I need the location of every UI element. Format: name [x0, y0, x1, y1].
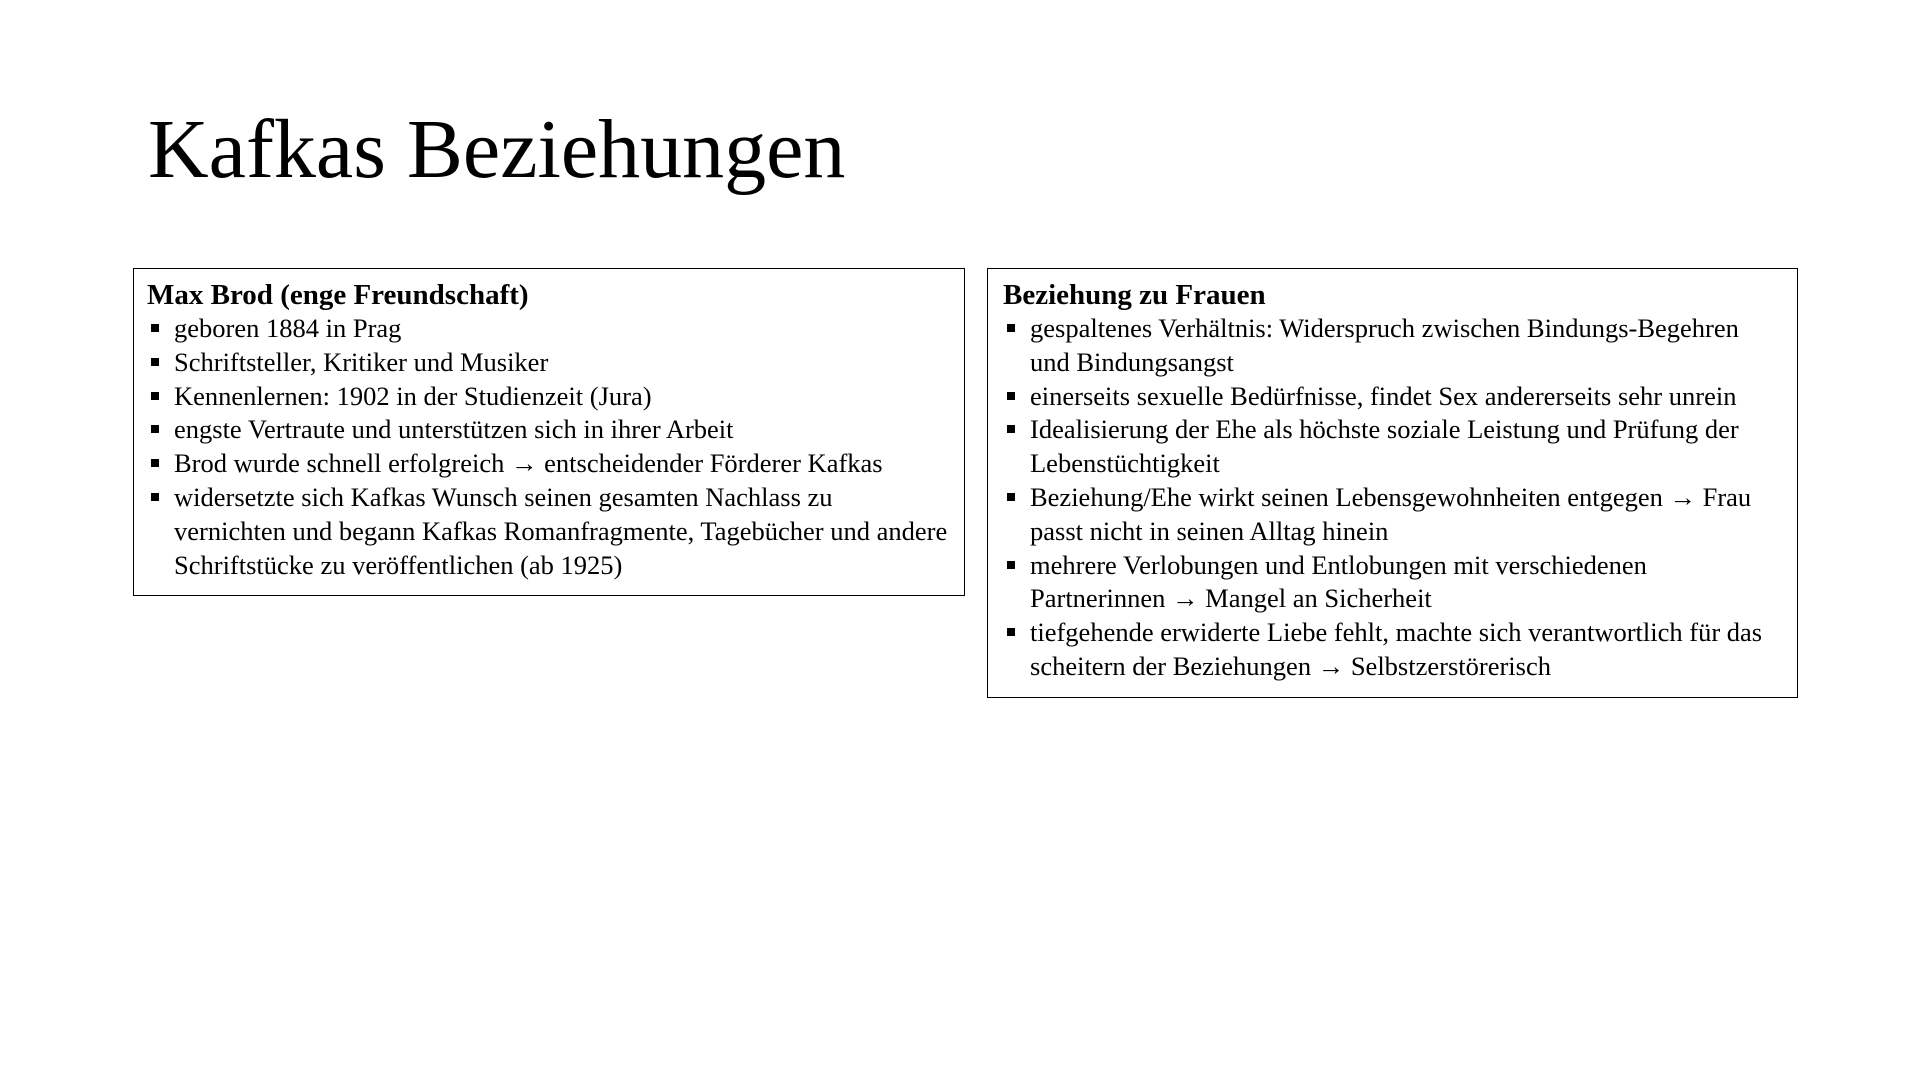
bullet-square-icon	[151, 324, 159, 332]
bullet-square-icon	[151, 459, 159, 467]
max-brod-list	[147, 312, 950, 582]
max-brod-box	[133, 268, 965, 596]
bullet-square-icon	[151, 493, 159, 501]
list-item	[147, 481, 950, 582]
list-item	[147, 346, 950, 380]
list-item	[1003, 481, 1783, 549]
list-item-text: tiefgehende erwiderte Liebe fehlt, machte sich verantwortlich für das scheitern der Beziehungen → Selbstzerstörerisch	[1030, 617, 1763, 681]
list-item-text: Beziehung/Ehe wirkt seinen Lebensgewohnheiten entgegen → Frau passt nicht in seinen Alltag hinein	[1030, 481, 1752, 546]
bullet-square-icon	[1007, 493, 1015, 501]
list-item	[147, 447, 950, 481]
bullet-square-icon	[1007, 425, 1015, 433]
list-item-text: widersetzte sich Kafkas Wunsch seinen gesamten Nachlass zu vernichten und begann Kafkas Romanfragmente, Tagebücher und andere Schriftstücke zu veröffentlichen (ab 1925)	[174, 481, 948, 580]
max-brod-heading: Max Brod (enge Freundschaft)	[147, 279, 529, 311]
bullet-square-icon	[1007, 324, 1015, 332]
list-item-text: geboren 1884 in Prag	[174, 313, 402, 343]
list-item-text: Brod wurde schnell erfolgreich → entscheidender Förderer Kafkas	[174, 448, 883, 479]
slide-title: Kafkas Beziehungen	[148, 103, 846, 196]
list-item	[1003, 616, 1783, 684]
list-item-text: Idealisierung der Ehe als höchste soziale Leistung und Prüfung der Lebenstüchtigkeit	[1030, 414, 1739, 479]
women-relations-list	[1003, 312, 1783, 684]
bullet-square-icon	[1007, 628, 1015, 636]
list-item	[147, 380, 950, 414]
list-item	[1003, 549, 1783, 617]
list-item-text: mehrere Verlobungen und Entlobungen mit verschiedenen Partnerinnen → Mangel an Sicherheit	[1030, 549, 1647, 614]
bullet-square-icon	[1007, 561, 1015, 569]
list-item-text: engste Vertraute und unterstützen sich in ihrer Arbeit	[174, 414, 734, 445]
list-item	[1003, 380, 1783, 414]
list-item-text: Schriftsteller, Kritiker und Musiker	[174, 346, 549, 377]
list-item-text: einerseits sexuelle Bedürfnisse, findet Sex andererseits sehr unrein	[1030, 380, 1737, 411]
bullet-square-icon	[151, 392, 159, 400]
list-item-text: gespaltenes Verhältnis: Widerspruch zwischen Bindungs-Begehren und Bindungsangst	[1030, 313, 1739, 377]
list-item	[147, 312, 950, 346]
list-item	[1003, 413, 1783, 481]
women-relations-box	[987, 268, 1798, 698]
women-relations-heading: Beziehung zu Frauen	[1003, 279, 1266, 311]
list-item	[147, 413, 950, 447]
bullet-square-icon	[151, 358, 159, 366]
bullet-square-icon	[151, 425, 159, 433]
bullet-square-icon	[1007, 392, 1015, 400]
list-item	[1003, 312, 1783, 380]
list-item-text: Kennenlernen: 1902 in der Studienzeit (Jura)	[174, 380, 652, 411]
